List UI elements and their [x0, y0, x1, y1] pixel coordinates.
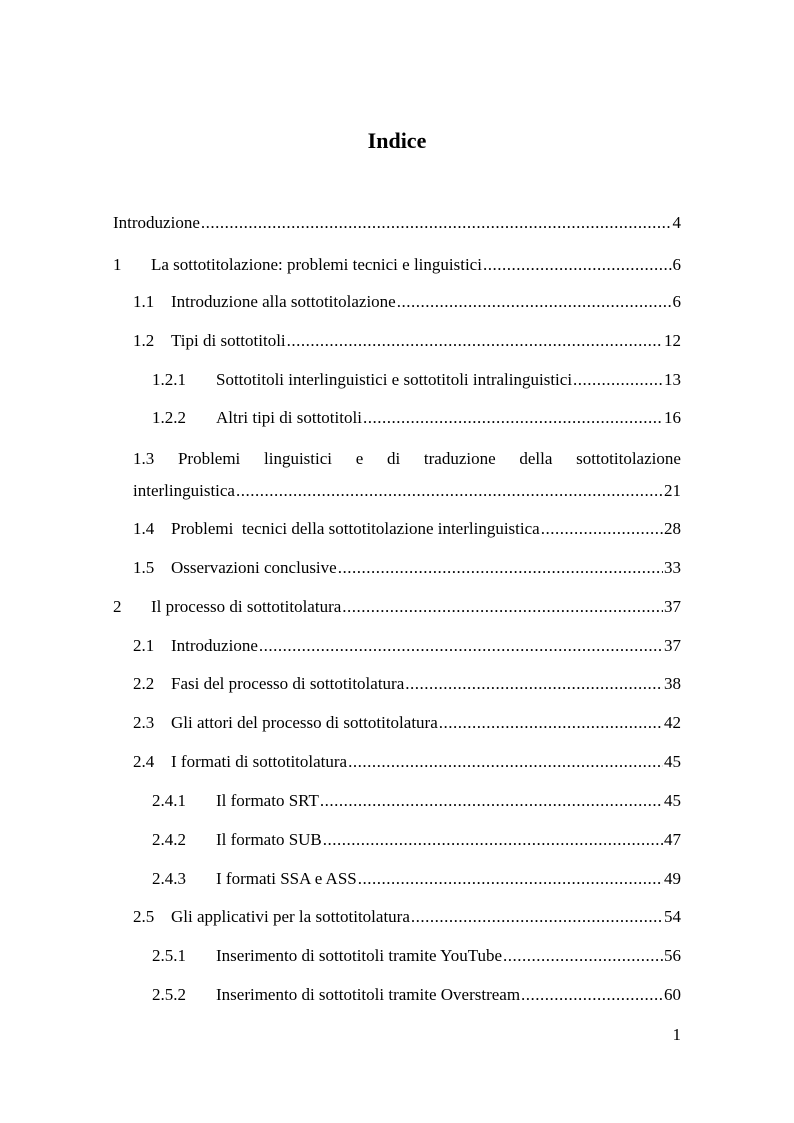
dot-leader [201, 212, 672, 234]
toc-entry-number: 2.4.3 [152, 869, 186, 888]
toc-entry-number: 1.1 [133, 292, 155, 311]
toc-entry-2-4-2[interactable] [152, 829, 681, 851]
toc-entry-word: linguistici [264, 449, 332, 468]
toc-entry-1-1[interactable] [133, 291, 681, 313]
toc-entry-title: Inserimento di sottotitoli tramite YouTube [216, 946, 503, 965]
toc-entry-word: di [386, 449, 401, 468]
toc-entry-1-5[interactable] [133, 557, 681, 579]
toc-entry-number: 1.2.2 [152, 408, 186, 427]
dot-leader [439, 712, 663, 734]
dot-leader [573, 369, 663, 391]
toc-entry-title: interlinguistica [133, 481, 235, 500]
toc-entry-number: 2.4.2 [152, 830, 186, 849]
toc-entry-page: 42 [664, 713, 681, 732]
dot-leader [483, 254, 672, 276]
dot-leader [323, 829, 663, 851]
page-number: 1 [672, 1025, 681, 1044]
toc-entry-2-5-1[interactable] [152, 945, 681, 967]
toc-entry-number: 1.2.1 [152, 370, 186, 389]
toc-entry-page: 6 [672, 255, 681, 274]
dot-leader [348, 751, 663, 773]
toc-entry-2-4-1[interactable] [152, 790, 681, 812]
toc-entry-page: 54 [664, 907, 681, 926]
toc-entry-introduzione[interactable] [113, 212, 681, 234]
dot-leader [503, 945, 663, 967]
dot-leader [405, 673, 663, 695]
page-title: Indice [367, 128, 427, 153]
toc-entry-title: I formati di sottotitolatura [171, 752, 348, 771]
toc-entry-page: 16 [664, 408, 681, 427]
toc-entry-number: 1 [113, 255, 122, 274]
toc-entry-title: Osservazioni conclusive [171, 558, 337, 577]
dot-leader [541, 518, 663, 540]
toc-entry-title: I formati SSA e ASS [216, 869, 357, 888]
toc-entry-word: della [519, 449, 553, 468]
dot-leader [236, 480, 663, 502]
toc-entry-1-2-1[interactable] [152, 369, 681, 391]
toc-entry-1-2[interactable] [133, 330, 681, 352]
toc-entry-page: 56 [664, 946, 681, 965]
toc-entry-page: 49 [664, 869, 681, 888]
toc-entry-number: 2.2 [133, 674, 155, 693]
toc-entry-page: 37 [664, 636, 681, 655]
toc-entry-page: 4 [672, 213, 681, 232]
toc-entry-number: 2.4 [133, 752, 155, 771]
toc-entry-number: 2.5.1 [152, 946, 186, 965]
toc-entry-page: 45 [664, 791, 681, 810]
toc-entry-title: La sottotitolazione: problemi tecnici e linguistici [151, 255, 482, 274]
toc-entry-number: 2.1 [133, 636, 155, 655]
toc-entry-title: Fasi del processo di sottotitolatura [171, 674, 405, 693]
toc-entry-title: Inserimento di sottotitoli tramite Overstream [216, 985, 521, 1004]
toc-entry-title: Il formato SRT [216, 791, 319, 810]
toc-entry-2-1[interactable] [133, 635, 681, 657]
toc-entry-number: 2.5 [133, 907, 155, 926]
toc-entry-page: 45 [664, 752, 681, 771]
toc-entry-word: traduzione [423, 449, 496, 468]
toc-entry-2-5-2[interactable] [152, 984, 681, 1006]
toc-entry-page: 21 [664, 481, 681, 500]
toc-entry-page: 6 [672, 292, 681, 311]
toc-entry-title: Sottotitoli interlinguistici e sottotitoli intralinguistici [216, 370, 573, 389]
toc-entry-page: 33 [664, 558, 681, 577]
toc-entry-title: Introduzione [171, 636, 258, 655]
toc-entry-2-4[interactable] [133, 751, 681, 773]
dot-leader [411, 906, 663, 928]
toc-entry-word: sottotitolazione [576, 449, 681, 468]
toc-entry-word: e [355, 449, 364, 468]
toc-entry-1-2-2[interactable] [152, 407, 681, 429]
toc-entry-page: 37 [664, 597, 681, 616]
dot-leader [358, 868, 663, 890]
toc-entry-number: 2 [113, 597, 122, 616]
toc-entry-title: Il formato SUB [216, 830, 322, 849]
toc-entry-page: 13 [664, 370, 681, 389]
toc-entry-number: 1.4 [133, 519, 155, 538]
dot-leader [521, 984, 663, 1006]
toc-entry-number: 1.5 [133, 558, 155, 577]
toc-entry-title: Introduzione [113, 213, 200, 232]
toc-entry-page: 38 [664, 674, 681, 693]
toc-entry-page: 12 [664, 331, 681, 350]
toc-entry-page: 60 [664, 985, 681, 1004]
toc-entry-2-5[interactable] [133, 906, 681, 928]
toc-entry-2-3[interactable] [133, 712, 681, 734]
dot-leader [259, 635, 663, 657]
dot-leader [320, 790, 663, 812]
toc-entry-number: 2.4.1 [152, 791, 186, 810]
toc-entry-title: Altri tipi di sottotitoli [216, 408, 362, 427]
toc-entry-number: 1.2 [133, 331, 155, 350]
dot-leader [287, 330, 663, 352]
toc-entry-1-4[interactable] [133, 518, 681, 540]
toc-entry-title: Gli applicativi per la sottotitolatura [171, 907, 410, 926]
toc-entry-title: Introduzione alla sottotitolazione [171, 292, 396, 311]
toc-entry-number: 1.3 [133, 449, 155, 468]
toc-entry-2-2[interactable] [133, 673, 681, 695]
toc-entry-page: 47 [664, 830, 681, 849]
toc-entry-number: 2.3 [133, 713, 155, 732]
toc-entry-title: Tipi di sottotitoli [171, 331, 286, 350]
toc-entry-1-3-line1[interactable] [133, 448, 681, 470]
toc-entry-1-3-line2[interactable] [133, 480, 681, 502]
toc-entry-page: 28 [664, 519, 681, 538]
toc-entry-title: Problemi tecnici della sottotitolazione interlinguistica [171, 519, 540, 538]
dot-leader [363, 407, 663, 429]
toc-entry-word: Problemi [177, 449, 241, 468]
dot-leader [338, 557, 663, 579]
toc-entry-1[interactable] [113, 254, 681, 276]
toc-entry-title: Gli attori del processo di sottotitolatura [171, 713, 438, 732]
dot-leader [397, 291, 672, 313]
toc-entry-title: Il processo di sottotitolatura [151, 597, 342, 616]
dot-leader [342, 596, 663, 618]
toc-entry-number: 2.5.2 [152, 985, 186, 1004]
toc-entry-2-4-3[interactable] [152, 868, 681, 890]
toc-entry-2[interactable] [113, 596, 681, 618]
